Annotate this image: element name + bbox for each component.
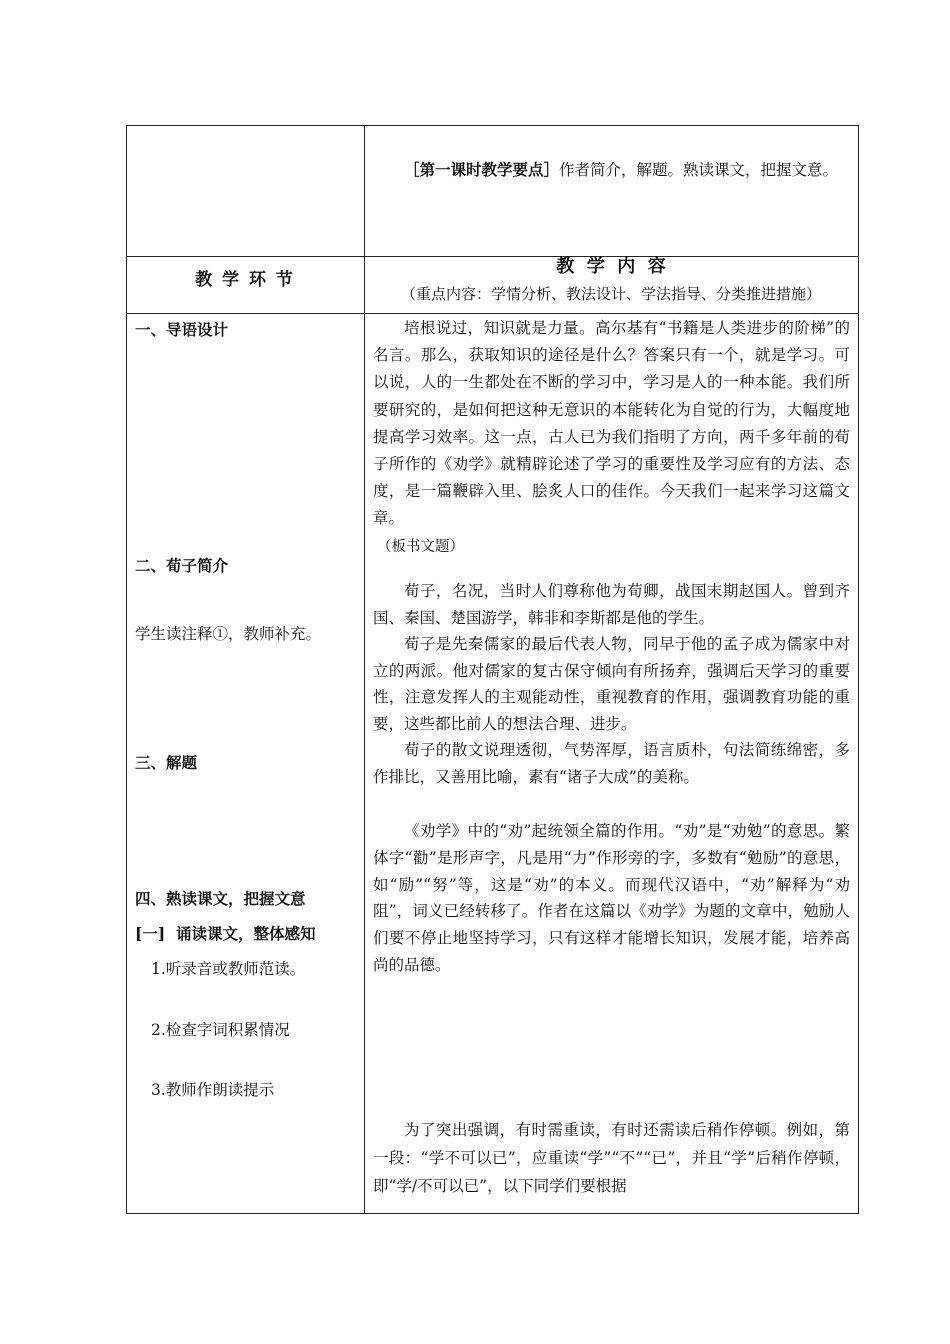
- key-points-text: 作者简介，解题。熟读课文，把握文意。: [559, 161, 839, 179]
- key-points: [373, 150, 850, 190]
- row-separator-2: [126, 313, 859, 314]
- xunzi-note: 学生读注释①，教师补充。: [135, 625, 322, 643]
- intro-paragraph: [373, 315, 850, 533]
- header-right-subtitle: （重点内容：学情分析、教法设计、学法指导、分类推进措施）: [400, 285, 821, 303]
- table-border-right: [858, 125, 859, 1214]
- table-border-top: [126, 125, 859, 126]
- header-right-title: 教 学 内 容: [556, 256, 666, 277]
- subsection-recite: [一] 诵读课文，整体感知: [135, 924, 316, 943]
- reading-tip-text: 为了突出强调，有时需重读，有时还需读后稍作停顿。例如，第一段：“学不可以已”，应重读“学”“不”“已”，并且“学”后稍作停顿，即“学/不可以已”，以下同学们要根据: [373, 1121, 850, 1195]
- xunzi-para-1: 荀子，名况，当时人们尊称他为荀卿，战国末期赵国人。曾到齐国、秦国、楚国游学，韩非和李斯都是他的学生。: [373, 582, 850, 627]
- xunzi-para-2: 荀子是先秦儒家的最后代表人物，同早于他的孟子成为儒家中对立的两派。他对儒家的复古保守倾向有所扬弃，强调后天学习的重要性，注意发挥人的主观能动性，重视教育的作用，强调教育功能的重要，这些都比前人的想法合理、进步。: [373, 635, 850, 733]
- section-xunzi-intro: 二、荀子简介: [135, 556, 229, 575]
- xunzi-paragraphs: [373, 578, 850, 790]
- key-points-label: ［第一课时教学要点］: [404, 160, 560, 179]
- step-check-vocab: 2.检查字词积累情况: [151, 1021, 290, 1039]
- header-left-title: 教 学 环 节: [195, 270, 295, 290]
- step-listen: 1.听录音或教师范读。: [151, 960, 306, 978]
- table-border-bottom: [126, 1213, 859, 1214]
- xunzi-para-3: 荀子的散文说理透彻，气势浑厚，语言质朴，句法简练绵密，多作排比，又善用比喻，素有“诸子大成”的美称。: [373, 741, 850, 786]
- title-explanation-text: 《劝学》中的“劝”起统领全篇的作用。“劝”是“劝勉”的意思。繁体字“勸”是形声字，凡是用“力”作形旁的字，多数有“勉励”的意思，如“励”“努”等，这是“劝”的本义。而现代汉语中，“劝”解释为“劝阻”，词义已经转移了。作者在这篇以《劝学》为题的文章中，勉励人们要不停止地坚持学习，只有这样才能增长知识，发展才能，培养高尚的品德。: [373, 822, 850, 974]
- reading-tip-paragraph: [373, 1116, 850, 1212]
- intro-text: 培根说过，知识就是力量。高尔基有“书籍是人类进步的阶梯”的名言。那么，获取知识的途径是什么？答案只有一个，就是学习。可以说，人的一生都处在不断的学习中，学习是人的一种本能。我们所要研究的，是如何把这种无意识的本能转化为自觉的行为，大幅度地提高学习效率。这一点，古人已为我们指明了方向，两千多年前的荀子所作的《劝学》就精辟论述了学习的重要性及学习应有的方法、态度，是一篇鞭辟入里、脍炙人口的佳作。今天我们一起来学习这篇文章。: [373, 319, 850, 528]
- section-title-explanation: 三、解题: [135, 753, 198, 772]
- title-explanation-paragraph: [373, 818, 850, 979]
- step-reading-tips: 3.教师作朗读提示: [151, 1081, 275, 1099]
- section-close-reading: 四、熟读课文，把握文意: [135, 889, 306, 908]
- section-intro-design: 一、导语设计: [135, 320, 229, 339]
- board-title-note: （板书文题）: [377, 539, 464, 555]
